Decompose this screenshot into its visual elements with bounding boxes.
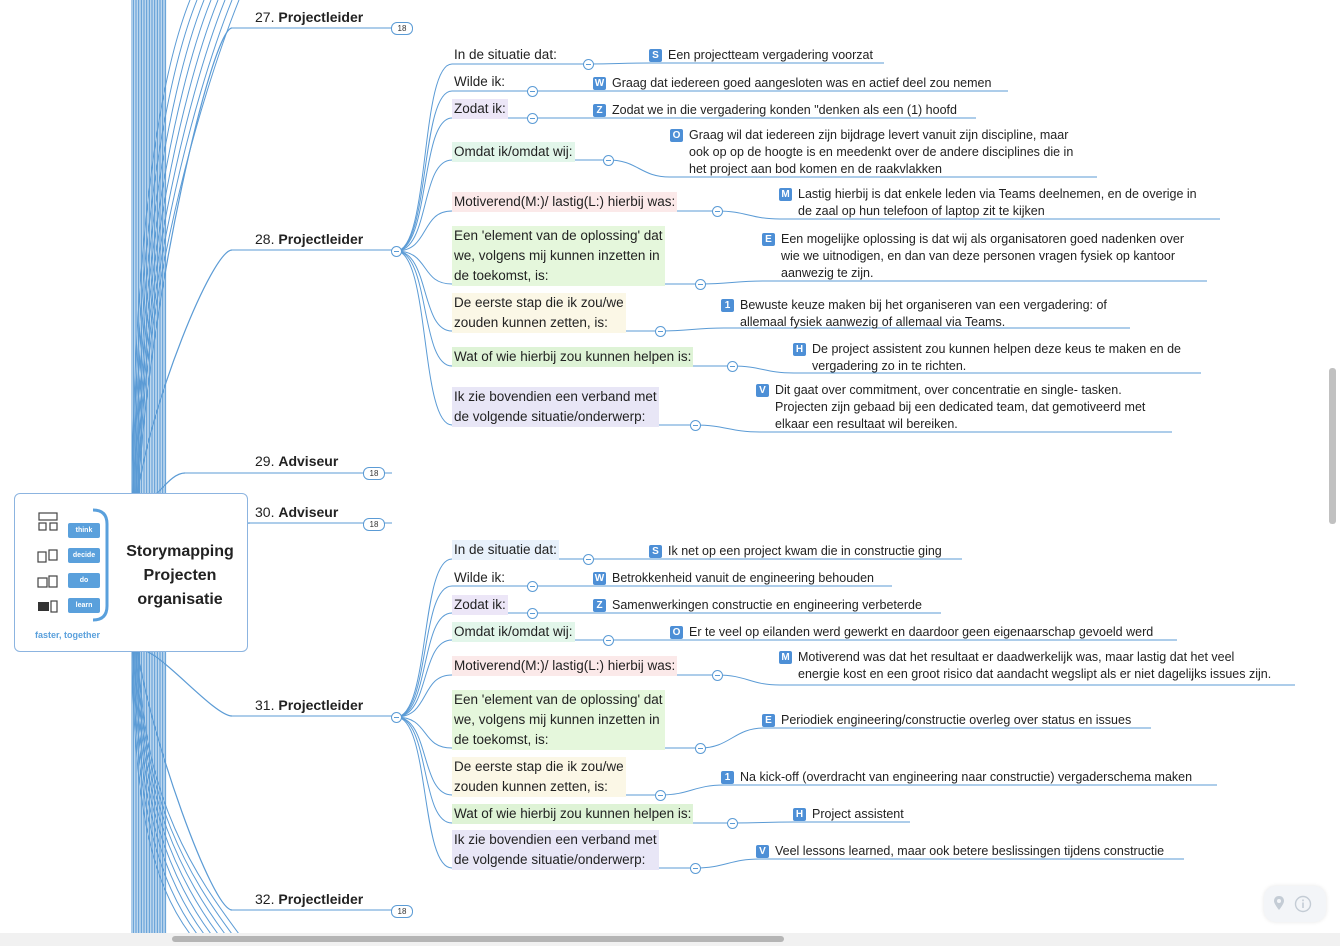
trunk-branch-line xyxy=(137,652,225,934)
map-controls xyxy=(1264,886,1326,922)
phase-branch-line xyxy=(138,650,232,716)
prompt-helpen[interactable]: Wat of wie hierbij zou kunnen helpen is: xyxy=(452,347,693,367)
h-badge-icon: H xyxy=(793,343,806,356)
collapse-toggle[interactable] xyxy=(655,326,666,337)
m-badge-icon: M xyxy=(779,188,792,201)
prompt-helpen[interactable]: Wat of wie hierbij zou kunnen helpen is: xyxy=(452,804,693,824)
answer-text: Bewuste keuze maken bij het organiseren van een vergadering: of allemaal fysiek aanwezig of allemaal via Teams. xyxy=(740,298,1107,329)
answer-helpen[interactable] xyxy=(795,806,904,823)
s-badge-icon: S xyxy=(649,49,662,62)
answer-eerste-stap[interactable] xyxy=(724,297,1107,331)
answer-connector xyxy=(660,785,1217,795)
prompt-verband[interactable]: Ik zie bovendien een verband met de volgende situatie/onderwerp: xyxy=(452,830,659,870)
phase-label: Projectleider xyxy=(278,9,364,25)
answer-omdat[interactable] xyxy=(672,127,1074,178)
prompt-motiverend[interactable]: Motiverend(M:)/ lastig(L:) hierbij was: xyxy=(452,656,677,676)
answer-motiverend[interactable] xyxy=(781,649,1272,683)
m-badge-icon: M xyxy=(779,651,792,664)
prompt-omdat[interactable]: Omdat ik/omdat wij: xyxy=(452,142,575,162)
z-badge-icon: Z xyxy=(593,104,606,117)
learn-icon xyxy=(37,599,59,613)
answer-element[interactable] xyxy=(765,231,1185,282)
prompt-element[interactable]: Een 'element van de oplossing' dat we, volgens mij kunnen inzetten in de toekomst, is: xyxy=(452,226,665,286)
answer-text: Er te veel op eilanden werd gewerkt en daardoor geen eigenaarschap gevoeld werd xyxy=(689,625,1154,639)
phase-label: Projectleider xyxy=(278,697,364,713)
answer-text: De project assistent zou kunnen helpen deze keus te maken en de vergadering zo in te richten. xyxy=(812,342,1181,373)
collapse-toggle[interactable] xyxy=(583,554,594,565)
collapsed-count-badge[interactable]: 18 xyxy=(363,518,385,531)
step-decide: decide xyxy=(68,548,100,563)
answer-text: Betrokkenheid vanuit de engineering behouden xyxy=(612,571,875,585)
prompt-eerste-stap[interactable]: De eerste stap die ik zou/we zouden kunnen zetten, is: xyxy=(452,293,626,333)
answer-zodat[interactable] xyxy=(596,597,922,614)
step-learn: learn xyxy=(68,598,100,613)
collapse-toggle[interactable] xyxy=(712,670,723,681)
answer-zodat[interactable] xyxy=(596,102,957,119)
collapse-toggle[interactable] xyxy=(603,635,614,646)
collapse-toggle[interactable] xyxy=(391,246,402,257)
prompt-situatie[interactable]: In de situatie dat: xyxy=(454,47,557,62)
phase-30[interactable] xyxy=(255,502,338,522)
e-badge-icon: E xyxy=(762,233,775,246)
answer-text: Zodat we in die vergadering konden "denken als een (1) hoofd xyxy=(612,103,957,117)
horizontal-scrollbar-thumb[interactable] xyxy=(172,936,784,942)
answer-eerste-stap[interactable] xyxy=(724,769,1193,786)
s-badge-icon: S xyxy=(649,545,662,558)
phase-number: 30. xyxy=(255,504,275,520)
answer-verband[interactable] xyxy=(759,382,1146,433)
phase-number: 29. xyxy=(255,453,275,469)
collapsed-count-badge[interactable]: 18 xyxy=(391,22,413,35)
answer-omdat[interactable] xyxy=(672,624,1154,641)
collapsed-count-badge[interactable]: 18 xyxy=(391,905,413,918)
trunk-branch-line xyxy=(138,0,232,493)
collapse-toggle[interactable] xyxy=(527,581,538,592)
answer-text: Graag wil dat iedereen zijn bijdrage levert vanuit zijn discipline, maar ook op op de hoogte is en meedenkt over de andere disciplines die in het project aan bod komen en de raakvlakken xyxy=(689,128,1074,176)
phase-31[interactable] xyxy=(255,695,363,715)
prompt-zodat[interactable]: Zodat ik: xyxy=(452,595,508,615)
collapse-toggle[interactable] xyxy=(727,361,738,372)
collapse-toggle[interactable] xyxy=(712,206,723,217)
phase-label: Projectleider xyxy=(278,231,364,247)
prompt-motiverend[interactable]: Motiverend(M:)/ lastig(L:) hierbij was: xyxy=(452,192,677,212)
phase-number: 28. xyxy=(255,231,275,247)
answer-element[interactable] xyxy=(765,712,1132,729)
collapse-toggle[interactable] xyxy=(695,279,706,290)
collapse-toggle[interactable] xyxy=(527,608,538,619)
answer-text: Periodiek engineering/constructie overleg over status en issues xyxy=(781,713,1132,727)
phase-label: Adviseur xyxy=(278,504,339,520)
answer-text: Dit gaat over commitment, over concentratie en single- tasken. Projecten zijn gebaad bij een dedicated team, dat gemotiveerd met elkaar een resultaat wil bereiken. xyxy=(775,383,1146,431)
answer-text: Na kick-off (overdracht van engineering naar constructie) vergaderschema maken xyxy=(740,770,1193,784)
collapse-toggle[interactable] xyxy=(527,86,538,97)
collapse-toggle[interactable] xyxy=(583,59,594,70)
collapse-toggle[interactable] xyxy=(695,743,706,754)
collapse-toggle[interactable] xyxy=(391,712,402,723)
answer-text: Graag dat iedereen goed aangesloten was en actief deel zou nemen xyxy=(612,76,992,90)
horizontal-scrollbar[interactable] xyxy=(0,933,1340,946)
answer-text: Een projectteam vergadering voorzat xyxy=(668,48,873,62)
answer-text: Een mogelijke oplossing is dat wij als organisatoren goed nadenken over wie we uitnodigen, en dan van deze personen vragen fysiek op kantoor aanwezig te zijn. xyxy=(781,232,1185,280)
answer-text: Project assistent xyxy=(812,807,904,821)
collapse-toggle[interactable] xyxy=(527,113,538,124)
prompt-eerste-stap[interactable]: De eerste stap die ik zou/we zouden kunnen zetten, is: xyxy=(452,757,626,797)
phase-27[interactable] xyxy=(255,7,363,27)
v-badge-icon: V xyxy=(756,845,769,858)
prompt-wilde[interactable]: Wilde ik: xyxy=(454,570,506,585)
z-badge-icon: Z xyxy=(593,599,606,612)
phase-29[interactable] xyxy=(255,451,338,471)
answer-text: Motiverend was dat het resultaat er daadwerkelijk was, maar lastig dat het veel energie kost en een groot risico dat aandacht wegslipt als er niet dagelijks issues zijn. xyxy=(798,650,1272,681)
answer-wilde[interactable] xyxy=(594,75,992,92)
phase-label: Projectleider xyxy=(278,891,364,907)
one-badge-icon: 1 xyxy=(721,771,734,784)
prompt-wilde[interactable]: Wilde ik: xyxy=(454,74,506,89)
answer-situatie[interactable] xyxy=(652,47,873,64)
phase-number: 31. xyxy=(255,697,275,713)
phase-28[interactable] xyxy=(255,229,363,249)
w-badge-icon: W xyxy=(594,78,605,89)
w-badge-icon: W xyxy=(594,573,605,584)
collapse-toggle[interactable] xyxy=(727,818,738,829)
collapse-toggle[interactable] xyxy=(690,863,701,874)
answer-motiverend[interactable] xyxy=(781,186,1197,220)
answer-situatie[interactable] xyxy=(652,543,942,560)
phase-branch-line xyxy=(138,250,232,493)
logo-tagline: faster, together xyxy=(35,630,101,640)
o-badge-icon: O xyxy=(670,626,683,639)
h-badge-icon: H xyxy=(793,808,806,821)
collapse-toggle[interactable] xyxy=(603,155,614,166)
collapsed-count-badge[interactable]: 18 xyxy=(363,467,385,480)
decide-icon xyxy=(37,549,59,563)
do-icon xyxy=(37,574,59,588)
collapse-toggle[interactable] xyxy=(655,790,666,801)
vertical-scrollbar-thumb[interactable] xyxy=(1329,368,1336,524)
phase-label: Adviseur xyxy=(278,453,339,469)
prompt-element[interactable]: Een 'element van de oplossing' dat we, volgens mij kunnen inzetten in de toekomst, is: xyxy=(452,690,665,750)
answer-verband[interactable] xyxy=(759,843,1165,860)
answer-text: Veel lessons learned, maar ook betere beslissingen tijdens constructie xyxy=(775,844,1165,858)
prompt-omdat[interactable]: Omdat ik/omdat wij: xyxy=(452,622,575,642)
collapse-toggle[interactable] xyxy=(690,420,701,431)
answer-helpen[interactable] xyxy=(795,341,1181,375)
info-icon[interactable] xyxy=(1294,895,1310,911)
prompt-situatie[interactable]: In de situatie dat: xyxy=(452,540,559,560)
prompt-verband[interactable]: Ik zie bovendien een verband met de volgende situatie/onderwerp: xyxy=(452,387,659,427)
answer-wilde[interactable] xyxy=(594,570,875,587)
phase-number: 32. xyxy=(255,891,275,907)
one-badge-icon: 1 xyxy=(721,299,734,312)
step-think: think xyxy=(68,523,100,538)
answer-text: Ik net op een project kwam die in constructie ging xyxy=(668,544,942,558)
answer-connector xyxy=(700,728,1151,748)
step-do: do xyxy=(68,573,100,588)
prompt-zodat[interactable]: Zodat ik: xyxy=(452,99,508,119)
central-title: Storymapping Projecten organisatie xyxy=(126,543,234,608)
v-badge-icon: V xyxy=(756,384,769,397)
answer-connector xyxy=(695,859,1184,868)
trunk-branch-line xyxy=(133,652,197,934)
o-badge-icon: O xyxy=(670,129,683,142)
think-icon xyxy=(37,512,59,526)
location-pin-icon[interactable] xyxy=(1271,895,1287,911)
answer-text: Samenwerkingen constructie en engineering verbeterde xyxy=(612,598,922,612)
answer-text: Lastig hierbij is dat enkele leden via Teams deelnemen, en de overige in de zaal op hun telefoon of laptop zit te kijken xyxy=(798,187,1197,218)
e-badge-icon: E xyxy=(762,714,775,727)
phase-number: 27. xyxy=(255,9,275,25)
phase-32[interactable] xyxy=(255,889,363,909)
central-topic[interactable] xyxy=(14,493,248,652)
